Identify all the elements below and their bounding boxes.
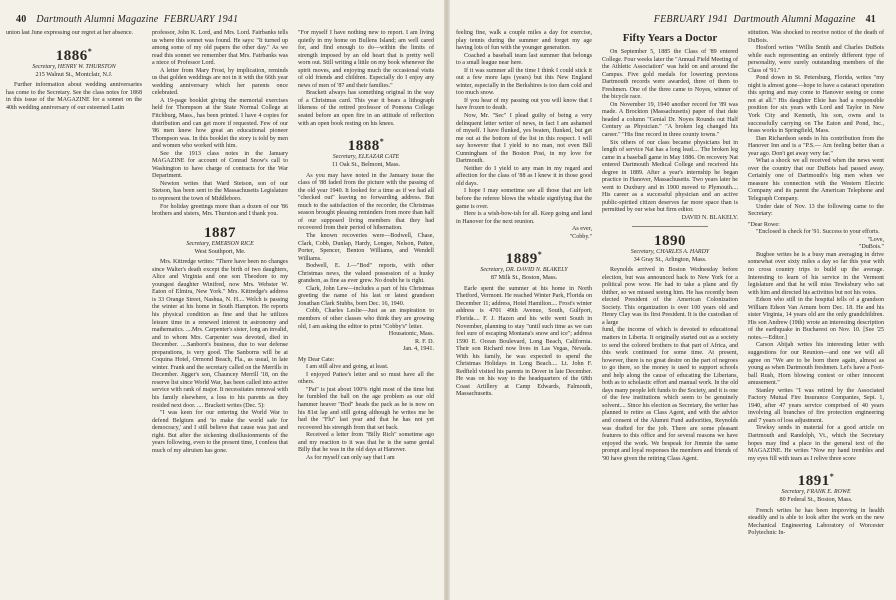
left-column-3: [298, 30, 434, 462]
paragraph: Neither do I yield to any man in my regard and affection for the class of '88 as I knew it in those good old days.: [456, 165, 592, 187]
paragraph: stitution. Was shocked to receive notice of the death of DuBois.: [748, 30, 884, 44]
paragraph: Now, Mr. "Sec" I plead guilty of being a very delinquent letter writer of news, in fact I am ashamed of myself. I have flunked, yes beaten, flunked, but get me out at the bottom of the list in this respect. I will say however that I yield to no man, not even Bill Cunningham of the Boston Post, in my love for Dartmouth.: [456, 113, 592, 165]
paragraph: Coached a baseball team last summer that belongs to a small league near here.: [456, 52, 592, 67]
paragraph: Carson Abijah writes his interesting letter with suggestions for our Reunion—and one we will all agree on "We are to be born there again, almost as young as when Dartmouth freshmen. Let's have a Foot-ball Rush, Horn blowing contest or other innocent amusement.": [748, 342, 884, 387]
class-year: 1887: [204, 224, 236, 241]
right-magazine-title: Dartmouth Alumni Magazine: [733, 14, 856, 25]
paragraph: See the 1913 class notes in the January MAGAZINE for account of Conrad Snow's call to Washington to have charge of contracts for the War Department.: [152, 150, 288, 180]
article-title: Fifty Years a Doctor: [622, 32, 718, 44]
deceased-star: *: [829, 472, 835, 482]
paragraph: "I was keen for our entering the World War to defend Belgium and 'to make the world safe for democracy,' and I still believe that cause was just and right. But after the sickening disillusionments of the years following, even to the present time, I confess that much of my altruism has gone.: [152, 410, 288, 454]
article-signature: DAVID N. BLAKELY.: [681, 215, 738, 222]
paragraph: If you hear of my passing out you will know that I have frozen to death.: [456, 97, 592, 112]
right-column-2: [602, 30, 738, 463]
letter-route: R. F. D.: [415, 338, 434, 345]
class-secretary: Secretary, HENRY W. THURSTON: [32, 63, 116, 70]
paragraph: If it was summer all the time I think I could stick it out a few more laps (years) but this New England winter, especially in the Berkshires is too darn cold and too much snow.: [456, 67, 592, 97]
deceased-star: *: [87, 46, 93, 56]
class-1891-heading: [748, 469, 884, 504]
left-page-number: 40: [16, 14, 27, 25]
paragraph: Earle spent the summer at his home in North Thetford, Vermont. He reached Winter Park, Florida on December 11; address, Hotel Hamilton.... Frost's winter address is 4701 49th Avenue, South, Gulfport, Florida.... F. J. Hazen and his wife went South in November, planning to stay "until such time as we can feel sure of escaping Montana's snow and ice"; address 1590 E. Ocean Boulevard, Long Beach, California. Their son Richard now lives in Las Vegas, Nevada. With his family, he was expected to spend the Christmas Holidays in Long Beach.... Lt. John F. Redfield visited his parents in Dover in late December. He was on his way to the headquarters of the 68th Coast Artillery at Camp Edwards, Falmouth, Massachusetts.: [456, 285, 592, 398]
paragraph: Hosford writes "Willis Smith and Charles DuBois while each representing an entirely different type of personality, were surely outstanding members of the Class of '91.": [748, 45, 884, 74]
class-secretary: Secretary, EMERSON RICE: [186, 240, 254, 247]
paragraph: For holiday greetings more than a dozen of our '86 brothers and sisters, Mrs. Thurston and I thank you.: [152, 203, 288, 218]
class-year: 1886: [55, 47, 88, 64]
right-running-head: [654, 14, 886, 25]
paragraph: French writes he has been improving in health steadily and is able to look after the work on the new Mechanical Engineering Laboratory of Worcester Polytechnic In-: [748, 507, 884, 537]
left-column-2: [152, 30, 288, 455]
paragraph: Cobb, Charles Leslie—Just as an inspiration to members of other classes who think they are growing old, I am asking the editor to print "Cobby's" letter.: [298, 308, 434, 330]
letter-date: Jan. 4, 1941.: [403, 346, 434, 353]
paragraph: What a shock we all received when the news went over the country that our DuBois had passed away. Certainly one of Dartmouth's big men when we measure his connection with the Western Electric Company and its parent the American Telephone and Telegraph Company.: [748, 158, 884, 203]
left-page: [0, 0, 444, 600]
paragraph: Newton writes that Ward Stetson, son of our Stetson, has been sent to the Massachusetts Legislature to represent the town of Middleboro.: [152, 180, 288, 203]
right-column-3: [748, 30, 884, 538]
paragraph: Stanley writes "I was retired by the Associated Factory Mutual Fire Insurance Companies, Sept. 1, 1940, after 47 years service comprised of 40 years involving all branches of fire protection engineering and 7 years of loss adjustment.: [748, 387, 884, 424]
paragraph: Here is a wish-bow-ish for all. Keep going and land in Hanover for the next reunion.: [456, 211, 592, 225]
paragraph: Mrs. Kittredge writes: "There have been no changes since Walter's death except the birth of two daughters, Alice and Virginia and one son Theodore to my youngest daughter Winifred, now Mrs. Webster W. Eaton of Elmira, New York." Mrs. Kittredge's address is 33 Orange Street, Nashua, N. H.... Welch is passing the winter at his home in South Hampton. He reports his physical condition as fine and that he utilizes leisure time in a renewed interest in astronomy and mathematics. ....Mrs. Carpenter's sister, long an invalid, and to whom Mrs. Carpenter was devoted, died in December. ....Sanborn's business, due to war defense preparations, is very good. The Sanborns will be at Coquina Hotel, Ormond Beach, Fla., as usual, in late winter. Frank and the secretary called on the Merrills in December. Jigger's son, Chauncey Merrill '18, on the reserve list since World War, has been called into active service with rank of major. It necessitates removal with his family elsewhere, a loss to his parents as they resided next door. .... Brackett writes (Dec. 5):: [152, 259, 288, 409]
paragraph: I enjoyed Pattee's letter and so must have all the others.: [298, 371, 434, 386]
deceased-star: *: [379, 137, 385, 147]
note-salutation: "Dear Rowe:: [748, 221, 780, 228]
deceased-star: *: [537, 250, 543, 260]
paragraph: Further information about wedding anniversaries has come to the Secretary. See the class notes for 1868 in this issue of the MAGAZINE for a sonnet on the 40th wedding anniversary of our esteemed Latin: [6, 82, 142, 111]
note-close: "Love,: [867, 236, 884, 243]
left-magazine-title: Dartmouth Alumni Magazine: [36, 14, 159, 25]
secretary-address: 87 Milk St., Boston, Mass.: [490, 274, 558, 282]
paragraph: union last June expressing our regret at her absence.: [6, 30, 134, 36]
note-signature: "DuBois.": [858, 244, 884, 251]
paragraph: Under date of Nov. 13 the following came to the Secretary:: [748, 203, 884, 218]
divider: [632, 226, 708, 227]
paragraph: Dan Richardson sends in his contribution from the Hanover Inn and is a "P.S.— Am feeling better than a year ago. Don't get away very far.": [748, 135, 884, 157]
paragraph: A 19-page booklet giving the memorial exercises held for Thompson at the State Normal College at Fitchburg, Mass., has been printed. I have 4 copies for distribution and can get more if requested. Few of our '86 men knew how great an educational pioneer Thompson was. In this booklet the story is told by men and women who worked with him.: [152, 97, 288, 150]
paragraph: Clark, John Lew—includes a part of his Christmas greeting the name of his last or latest grandson Jonathan Clark Stubbs, born Dec. 16, 1940.: [298, 285, 434, 307]
paragraph: Six others of our class became physicians but in length of service Nat has a long lead.... The broken leg came in a baseball game in May 1886. On recovery Nat entered Dartmouth Medical College and received his degree in 1889. After a year's internship he began practice in Hanover, Massachusetts. Two years later he went to Duxbury and in 1900 moved to Plymouth.... His career as a successful physician and an active public-spirited citizen deserves far more space than is permitted by our wise but firm editor.: [602, 139, 738, 214]
secretary-address: 80 Federal St., Boston, Mass.: [779, 496, 853, 504]
paragraph: A letter from Mary Frost, by implication, reminds us that golden weddings are not in it with the 66th year wedding anniversary which her parents once celebrated.: [152, 67, 288, 97]
paragraph: On September 5, 1885 the Class of '89 entered College. Four weeks later the "Annual Field Meeting of the Athletic Association" was held on and around the Campus. Five gold medals for lowering previous Dartmouth records were awarded, three of them to Freshmen. One of the three came to Noyes, winner of the bicycle race.: [602, 49, 739, 101]
paragraph: professor, John K. Lord, and Mrs. Lord. Fairbanks tells us where this sonnet was found. He says: "It turned up among some of my old papers the other day." As we read this sonnet we remember that Mrs. Fairbanks was a niece of Professor Lord.: [152, 30, 288, 67]
note-body: "Enclosed is check for '91. Success to your efforts.: [756, 229, 880, 236]
right-page: [450, 0, 896, 600]
left-issue-date: FEBRUARY 1941: [163, 14, 239, 25]
paragraph: "For myself I have nothing new to report. I am living quietly in my home on Bullens Island; am well cared for, and find enough to do—within the limits of strength imposed by an old heart that is pretty well worn out. Still writing a little on my book whenever the spirit moves, and enjoying much the occasional visits of old friends and children. Especially do I enjoy any news of men of '87 and their families.": [298, 30, 434, 89]
right-page-number: 41: [865, 14, 876, 25]
secretary-address: 34 Gray St., Arlington, Mass.: [633, 255, 707, 263]
paragraph: Brackett always has something original in the way of a Christmas card. This year it bears a lithograph likeness of the retired professor of Pomona College seated before an open fire in an attitude of reflection with an open book resting on his knees.: [298, 90, 434, 127]
paragraph: I hope I may sometime see all those that are left before the referee blows the whistle signifying that the game is over.: [456, 188, 592, 210]
secretary-address: West Southport, Me.: [194, 247, 246, 255]
class-1889-heading: [456, 247, 592, 282]
letter-signature: "Cobby.": [569, 233, 592, 240]
class-year: 1888: [347, 138, 380, 155]
secretary-address: 11 Oak St., Belmont, Mass.: [331, 161, 401, 169]
paragraph: On November 19, 1940 another record for '89 was made. A Brockton (Massachusetts) paper of that date headed a column "Genial Dr. Noyes Rounds out Half Century as Physician." "A broken leg changed his career." "His fine record in three county towns.": [602, 101, 738, 139]
letter-place: Housatonic, Mass.: [388, 331, 434, 338]
class-secretary: Secretary, CHARLES A. HARDY: [630, 248, 710, 255]
class-1890-heading: [602, 233, 738, 264]
paragraph: The known recoveries were—Bodwell, Chase, Clark, Cobb, Dunlap, Hardy, Longee, Nelson, Pattee, Porter, Spencer, Benton Williams, and Wendell Williams.: [298, 232, 434, 262]
left-column-1: [6, 30, 142, 112]
paragraph: As for myself can only say that I am: [306, 454, 395, 461]
paragraph: Pond down in St. Petersburg, Florida, writes "my night is almost gone—hope to have a cataract operation this spring and may come to Hanover seeing or come not at all." His daughter Elsie has had a responsible position for six years with Lord and Taylor in New York City and Kenneth, his son, owns and is successfully carrying on The Eaton and Pond, Inc., brass works in Springfield, Mass.: [748, 75, 884, 135]
class-year: 1889: [505, 251, 538, 268]
paragraph: Bugbee writes he is a busy man averaging in drive somewhat over sixty miles a day so far this year with no cross country trips to build up the average. Interesting to learn of his service in the Vermont legislature and that he will miss Tewksbury who sat with him and directed his activities but not his votes.: [748, 251, 884, 296]
class-1886-heading: [6, 44, 142, 79]
class-year: 1891: [797, 473, 830, 490]
paragraph: feeling fine, walk a couple miles a day for exercise, play tennis during the summer and forget my age having lots of fun with the younger generation.: [456, 30, 592, 52]
letter-salutation: My Dear Cate:: [298, 356, 335, 363]
paragraph: Tewksy sends in material for a good article on Dartmouth and Randolph, Vt., which the Secretary hopes may find a place in the general text of the MAGAZINE. He writes "Now my hand trembles and my eyes fill with tears as I relive three score: [748, 425, 884, 462]
paragraph: Edson who still in the hospital tells of a grandson William Edson Van Arnum born Dec. 18. He and his sister Virginia, 14 years old are the only grandchildren. His son Andrew (19th) wrote an interesting description of the earthquake in Bucharest on Nov. 10. [See '25 notes.—Editor.]: [748, 297, 884, 341]
left-running-head: [6, 14, 238, 25]
paragraph: I am still alive and going, at least.: [306, 364, 389, 371]
paragraph: "Pat" is just about 100% right most of the time but he fumbled the ball on the age problem as our old hammer heaver "Bod" heads the pack as he is now on his 81st lap and still going although he writes me he had the "Flu" last year and that he has not yet recovered his strength from that set back.: [298, 386, 434, 431]
letter-closing: As ever,: [571, 226, 592, 233]
paragraph: fund, the income of which is devoted to educational matters in Liberia. It originally started out as a society to send the colored brothers to that part of Africa, and this work continued for some time. At present, however, there is no great desire on the part of negroes to go there, so the money is used to support schools and help along the cause of educating the Liberians, both as to scholastic effort and manual work. In the old days many people left funds to the Society, and it is one of the few institutions which seem to be genuinely solvent.... Since his election as Secretary, the writer has planned to retire as Class Agent, and with the advice and consent of the Alumni Fund authorities, Reynolds was drafted for the job. There are some pleasant features to this office and for several reasons we have enjoyed the work. We bespeak for Jimmie the same prompt and loyal responses the members and friends of '90 have given the retiring Class Agent.: [602, 327, 739, 462]
class-1887-heading: [152, 225, 288, 256]
right-column-1: [456, 30, 592, 399]
paragraph: Received a letter from "Billy Rich" sometime ago and my reaction to it was that he is the same genial Billy that he was in the old days at Hanover.: [298, 432, 434, 454]
class-secretary: Secretary, DR. DAVID N. BLAKELY: [480, 267, 568, 274]
class-year: 1890: [654, 232, 686, 249]
class-secretary: Secretary, FRANK E. ROWE: [781, 489, 851, 496]
paragraph: As you may have noted in the January issue the class of '88 faded from the picture with the passing of the old year 1940. It looked for a time as if we had all "checked out" leaving no forwarding address. But much to the satisfaction of the recorder, the Christmas season brought pleasing reminders from more than half of our supposed living members that they had recovered from their period of hibernation.: [298, 172, 434, 232]
paragraph: Reynolds arrived in Boston Wednesday before election, but was announced back to New York for a political pow wow. He had to take a plane and fly thither, so we missed seeing him. He has recently been elected President of the American Colonization Society. This organization is over 100 years old and Henry Clay was its first President. It is the custodian of a large: [602, 267, 738, 326]
secretary-address: 215 Walnut St., Montclair, N.J.: [35, 70, 113, 78]
right-issue-date: FEBRUARY 1941: [653, 14, 729, 25]
paragraph: Bodwell, E. J.—"Bod" reports, with other Christmas news, the valued possession of a husky grandson, as fine as ever grew. No doubt he is right.: [298, 263, 434, 285]
class-secretary: Secretary, ELEAZAR CATE: [332, 154, 400, 161]
class-1888-heading: [298, 134, 434, 169]
